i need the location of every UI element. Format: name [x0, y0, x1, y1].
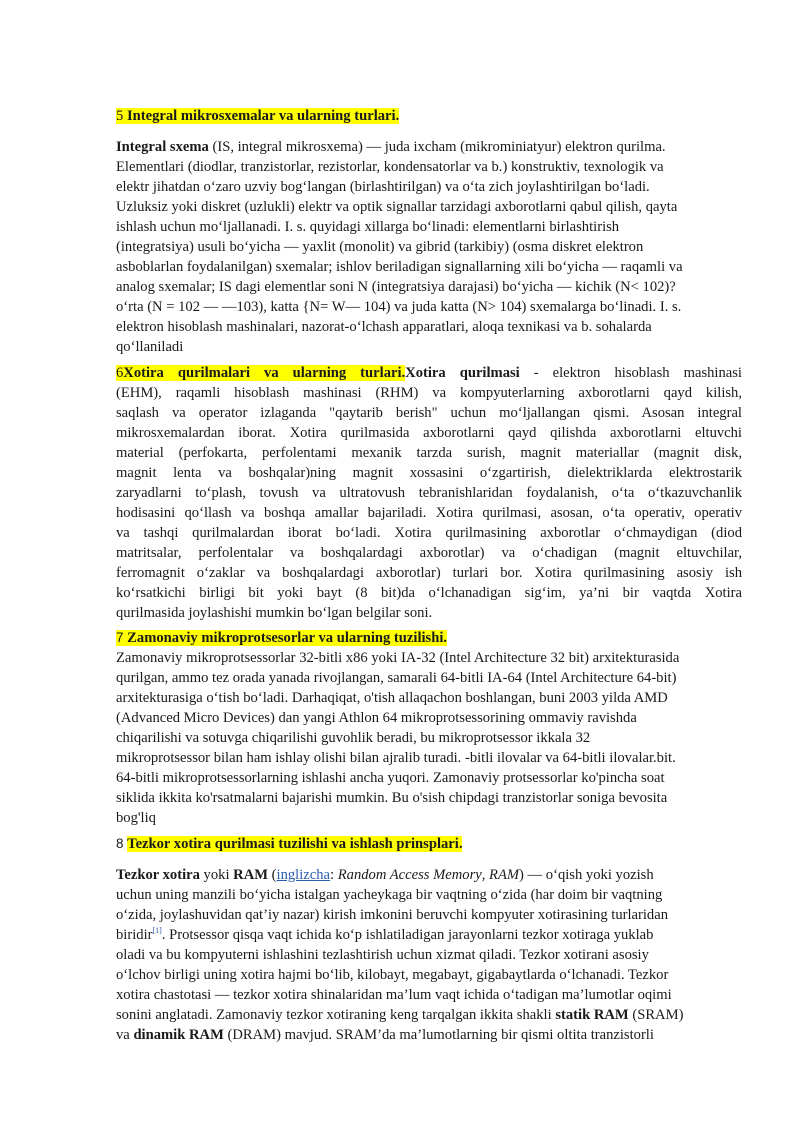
section-5-number: 5 [116, 108, 124, 124]
section-8-line: . Protsessor qisqa vaqt ichida ko‘p ishlatiladigan jarayonlarni tezkor xotiraga yuklab [161, 927, 654, 943]
dynamic-ram-term: dinamik RAM [133, 1027, 224, 1043]
section-5-line: (IS, integral mikrosxema) — juda ixcham (mikrominiatyur) elektron qurilma. [208, 139, 666, 155]
section-8-line: biridir [116, 927, 153, 943]
section-6-line: va tashqi qurilmalardan iborat bo‘ladi. Xotira qurilmasining axborotlar o‘chmaydigan (diod [116, 525, 742, 541]
section-5-heading [116, 106, 742, 126]
section-8-line: o‘lchov birligi uning xotira hajmi bo‘lib, kilobayt, megabayt, gigabaytlarda o‘lchanadi. Tezkor [116, 967, 669, 983]
section-8-text: yoki [199, 867, 234, 883]
section-6-line: saqlash va operator izlaganda "qaytarib berish" uchun mo‘ljallangan qismi. Asosan integral [116, 405, 742, 421]
footnote-reference-link[interactable]: [1] [152, 926, 162, 936]
section-7-line: Zamonaviy mikroprotsessorlar 32-bitli x86 yoki IA-32 (Intel Architecture 32 bit) arxitekturasida [116, 650, 680, 666]
section-5-paragraph [116, 137, 742, 357]
section-6-line: mikrosxemalardan iborat. Xotira qurilmasida axborotlarni qayd qilishda axborotlarni eltuvchi [116, 425, 742, 441]
random-access-memory-italic: Random Access Memory [337, 867, 482, 883]
section-7-line: arxitekturasiga o‘tish bo‘ladi. Darhaqiqat, o'tish allaqachon boshlangan, buni 2003 yilda AMD [116, 690, 668, 706]
ram-term: RAM [233, 867, 269, 883]
section-6-line: - elektron hisoblash mashinasi [519, 365, 742, 381]
section-5-line: elektr jihatdan o‘zaro uzviy bog‘langan (birlashtirilgan) va o‘ta zich joylashtirilgan bo‘ladi. [116, 179, 650, 195]
section-7-line: mikroprotsessor bilan ham ishlay olishi bilan ajralib turadi. -bitli ilovalar va 64-bitli ilovalar.bit. [116, 750, 676, 766]
section-8-text: : [330, 867, 338, 883]
section-8-text: va [116, 1027, 134, 1043]
section-7-line: chiqarilishi va sotuvga chiqarilishi guvohlik beradi, bu mikroprotsessor ikkala 32 [116, 730, 591, 746]
section-6-line: magnit lenta va boshqalar)ning magnit xossasini o‘zgartirish, dielektriklarda elektrostarik [116, 465, 742, 481]
section-7-heading [116, 628, 742, 648]
section-6-line: zaryadlarni to‘plash, tovush va ultratovush tebranishlaridan foydalanish, o‘ta o‘tkazuvchanlik [116, 485, 742, 501]
section-8-line: o‘zida, joylashuvidan qat’iy nazar) kirish imkonini beruvchi kompyuter xotirasining turlaridan [116, 907, 668, 923]
section-8-text: ( [268, 867, 277, 883]
section-7-paragraph [116, 648, 742, 828]
section-8-paragraph [116, 865, 742, 1045]
section-8-heading [116, 834, 742, 854]
section-6-line: qurilmasida joylashishi mumkin bo‘lgan belgilar soni. [116, 605, 433, 621]
section-5-line: Elementlari (diodlar, tranzistorlar, rezistorlar, kondensatorlar va b.) konstruktiv, texnologik va [116, 159, 664, 175]
section-5-title: Integral mikrosxemalar va ularning turlari. [126, 108, 400, 124]
section-5-line: analog sxemalar; IS dagi elementlar soni N (integratsiya darajasi) bo‘yicha — kichik (N< 102)? [116, 279, 676, 295]
section-6-number: 6 [116, 365, 124, 381]
section-7-title: Zamonaviy mikroprotsesorlar va ularning tuzilishi. [127, 630, 448, 646]
section-5-line: (integratsiya) usuli bo‘yicha — yaxlit (monolit) va gibrid (tarkibiy) (osma diskret elektron [116, 239, 644, 255]
section-7-line: bog'liq [116, 810, 156, 826]
section-7-number: 7 [116, 630, 124, 645]
section-8-title: Tezkor xotira qurilmasi tuzilishi va ishlash prinsplari. [127, 836, 463, 852]
section-7-line: 64-bitli mikroprotsessorlarning ishlashi ancha yuqori. Zamonaviy protsessorlar ko'pincha soat [116, 770, 665, 786]
section-6-term: Xotira qurilmasi [405, 365, 520, 381]
section-8-number: 8 [116, 836, 124, 851]
inglizcha-link[interactable]: inglizcha [276, 867, 331, 883]
section-5-line: elektron hisoblash mashinalari, nazorat-o‘lchash apparatlari, aloqa texnikasi va b. sohalarda [116, 319, 652, 335]
section-8-text: (SRAM) [628, 1007, 684, 1023]
section-8-term: Tezkor xotira [116, 867, 200, 883]
section-6-line: hodisasini qo‘llash va boshqa amallar bajariladi. Xotira qurilmasi, asosan, o‘ta operativ, operativ [116, 505, 742, 521]
section-5-term: Integral sxema [116, 139, 209, 155]
section-7-line: qurilgan, ammo tez orada yanada rivojlangan, samarali 64-bitli IA-64 (Intel Architecture 64-bit) [116, 670, 677, 686]
section-6-line: ferromagnit o‘zaklar va boshqalardagi axborotlar) turlari bor. Xotira qurilmasining asosiy ish [116, 565, 742, 581]
section-8-line: uchun uning manzili bo‘yicha istalgan yacheykaga bir vaqtning o‘zida (har doim bir vaqtning [116, 887, 663, 903]
section-8-text: (DRAM) mavjud. SRAM’da ma’lumotlarning bir qismi oltita tranzistorli [223, 1027, 654, 1043]
section-8-text: , [481, 867, 490, 883]
section-7-line: (Advanced Micro Devices) dan yangi Athlon 64 mikroprotsessorining ommaviy ravishda [116, 710, 637, 726]
section-6-line: matritsalar, perfolentalar va boshqalardagi axborotlar) va o‘chadigan (magnit eltuvchilar, [116, 545, 742, 561]
section-6-line: material (perfokarta, perfolentami mexanik tarzda surish, magnit materiallar (magnit disk, [116, 445, 742, 461]
section-6-line: (EHM), raqamli hisoblash mashinasi (RHM) va kompyuterlarning axborotlarni qayd kilish, [116, 385, 742, 401]
section-8-text: ) — o‘qish yoki yozish [519, 867, 654, 883]
ram-italic: RAM [489, 867, 520, 883]
section-6-line: ko‘rsatkichi birligi bit yoki bayt (8 bit)da o‘lchanadigan sig‘im, ya’ni bir vaqtda Xotira [116, 585, 742, 601]
section-8-line: oladi va bu kompyuterni ishlashini tezlashtirish uchun xizmat qiladi. Tezkor xotirani asosiy [116, 947, 649, 963]
section-6-title: Xotira qurilmalari va ularning turlari. [123, 365, 406, 381]
section-8-line: xotira chastotasi — tezkor xotira shinalaridan ma’lum vaqt ichida o‘tadigan ma’lumotlar oqimi [116, 987, 672, 1003]
section-5-line: ishlash uchun mo‘ljallanadi. I. s. quyidagi xillarga bo‘linadi: elementlarni birlashtirish [116, 219, 620, 235]
section-6-paragraph [116, 363, 742, 623]
section-5-line: Uzluksiz yoki diskret (uzlukli) elektr va optik signallar tarzidagi axborotlarni qabul qilish, qayta [116, 199, 678, 215]
static-ram-term: statik RAM [555, 1007, 629, 1023]
section-5-line: asboblarlan foydalanilgan) sxemalar; ishlov beriladigan signallarning xili bo‘yicha — raqamli va [116, 259, 683, 275]
section-5-line: o‘rta (N = 102 — —103), katta {N= W— 104) va juda katta (N> 104) sxemalarga bo‘linadi. I. s. [116, 299, 682, 315]
section-8-line: sonini anglatadi. Zamonaviy tezkor xotiraning keng tarqalgan ikkita shakli [116, 1007, 556, 1023]
section-7-line: siklida ikkita ko'rsatmalarni bajarishi mumkin. Bu o'sish chipdagi tranzistorlar soniga bevosita [116, 790, 668, 806]
section-5-line: qo‘llaniladi [116, 339, 184, 355]
